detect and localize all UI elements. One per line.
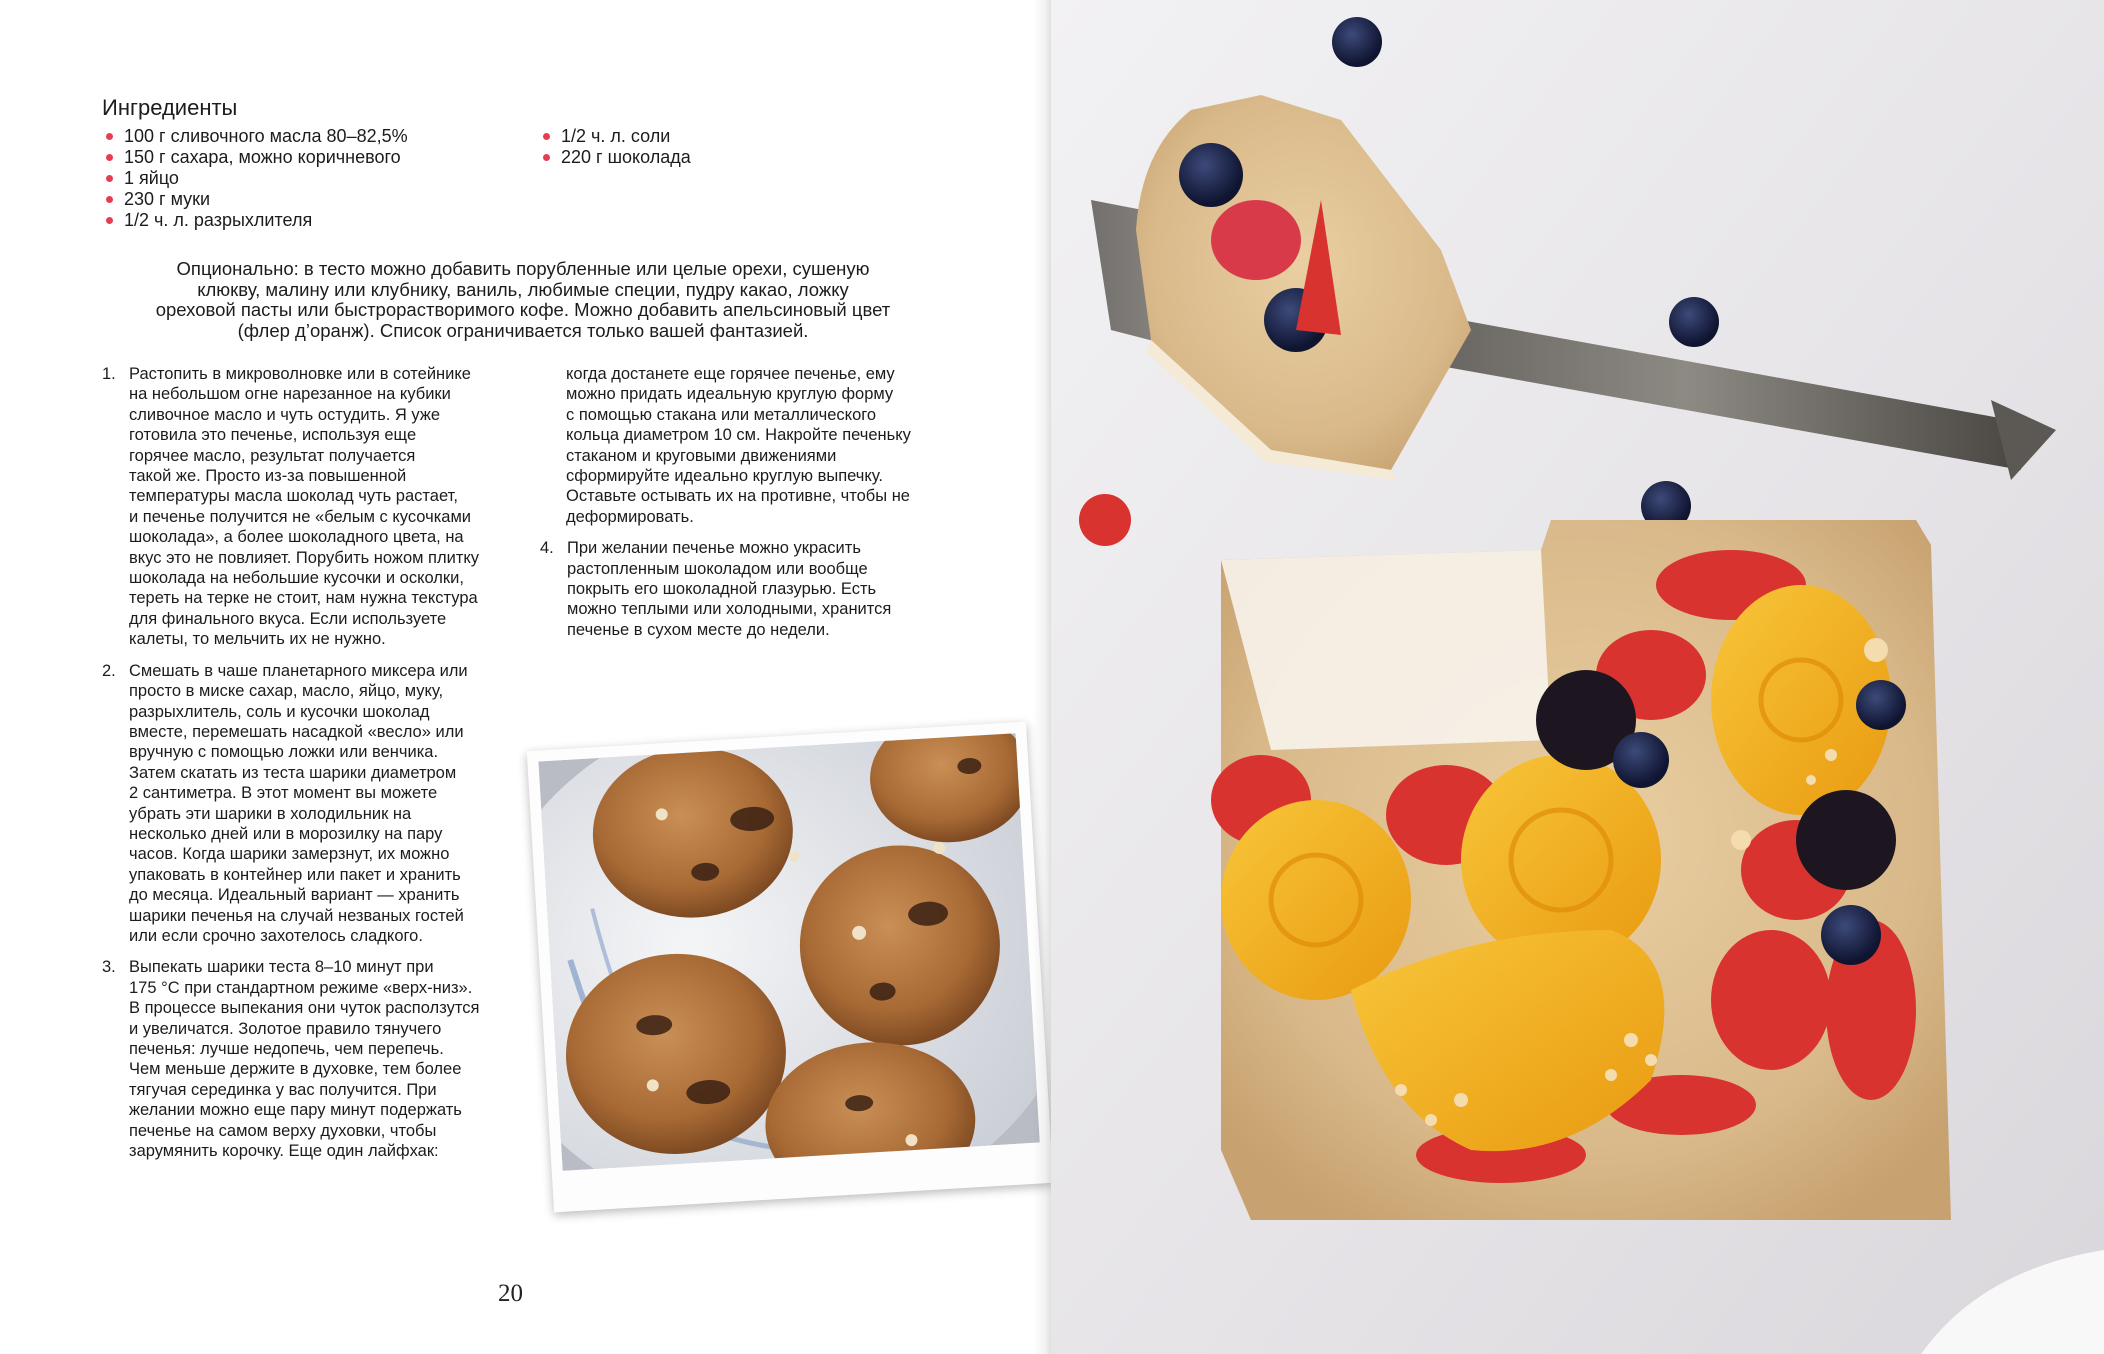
step-line: можно придать идеальную круглую форму [566,385,894,404]
step-line: покрыть его шоколадной глазурью. Есть [567,580,877,599]
step-line: с помощью стакана или металлического [566,405,877,424]
cake-photo [1051,0,2104,1354]
cookie-photo-image [538,733,1039,1171]
note-line: Опционально: в тесто можно добавить порубленные или целые орехи, сушеную [176,258,870,279]
step-line: 175 °C при стандартном режиме «верх-низ». [129,978,473,997]
step-line: часов. Когда шарики замерзнут, их можно [129,845,450,864]
left-page [0,0,1050,1354]
step-line: шарики печенья на случай незваных гостей [129,906,464,925]
step-line: горячее масло, результат получается [129,446,416,465]
ingredient-item: 230 г муки [104,189,408,210]
ingredients-heading: Ингредиенты [102,95,238,120]
ingredients-list-left [104,126,408,231]
ingredient-item: 220 г шоколада [541,147,691,168]
step-line: калеты, то мельчить их не нужно. [129,630,386,649]
note-line: ореховой пасты или быстрорастворимого кофе. Можно добавить апельсиновый цвет [155,299,891,320]
step-line: сформируйте идеально круглую выпечку. [566,467,883,486]
step-number: 4. [540,539,554,558]
step-line: такой же. Просто из-за повышенной [129,467,407,486]
note-line: клюкву, малину или клубнику, ваниль, любимые специи, пудру какао, ложку [197,278,849,300]
page-number: 20 [498,1280,523,1307]
step-line: Выпекать шарики теста 8–10 минут при [129,958,434,977]
step-1 [102,364,522,650]
step-line: убрать эти шарики в холодильник на [129,804,412,823]
step-line: температуры масла шоколад чуть растает, [129,487,458,506]
step-line: тереть на терке не стоит, нам нужна текстура [129,589,478,608]
step-line: несколько дней или в морозилку на пару [129,824,443,843]
step-number: 2. [102,661,116,680]
ingredient-item: 150 г сахара, можно коричневого [104,147,408,168]
step-line: печенья: лучше недопечь, чем перепечь. [129,1040,444,1058]
step-line: зарумянить корочку. Еще один лайфхак: [129,1142,439,1161]
step-line: деформировать. [566,507,694,526]
step-3 [102,957,522,1161]
step-line: Чем меньше держите в духовке, тем более [129,1060,462,1079]
ingredient-item: 1 яйцо [104,168,408,189]
step-line: печенье на самом верху духовки, чтобы [129,1121,437,1140]
step-line: печенье в сухом месте до недели. [567,620,830,639]
step-line: вкус это не повлияет. Порубить ножом плитку [129,548,480,567]
step-line: или если срочно захотелось сладкого. [129,926,423,945]
step-line: упаковать в контейнер или пакет и хранить [129,865,461,884]
step-line: желании можно еще пару минут подержать [129,1101,462,1120]
step-line: шоколада», а более шоколадного цвета, на [129,528,464,547]
step-4 [540,538,960,640]
step-line: и увеличатся. Золотое правило тянучего [129,1019,442,1038]
step-line: разрыхлитель, соль и кусочки шоколад [129,702,430,721]
step-3-continued [540,364,960,527]
step-line: шоколада на небольшие кусочки и осколки, [129,569,464,588]
ingredients-list-right [541,126,691,168]
step-line: В процессе выпекания они чуток расползутся [129,999,480,1018]
cake-photo-image [1051,0,2104,1354]
step-line: готовила это печенье, используя еще [129,426,417,445]
step-line: сливочное масло и чуть остудить. Я уже [129,405,441,424]
step-line: и печенье получится не «белым с кусочками [129,507,472,526]
step-number: 1. [102,365,116,383]
big-cake [1211,520,1951,1220]
step-line: для финального вкуса. Если используете [129,609,447,628]
cookie-photo [527,722,1054,1213]
step-line: Затем скатать из теста шарики диаметром [129,763,457,782]
steps-column-right [540,364,960,651]
step-line: тягучая серединка у вас получится. При [129,1080,437,1099]
step-line: Оставьте остывать их на противне, чтобы не [566,487,910,506]
ingredient-item: 1/2 ч. л. соли [541,126,691,147]
step-line: Растопить в микроволновке или в сотейнике [129,365,471,383]
step-number: 3. [102,958,116,977]
step-line: до месяца. Идеальный вариант — хранить [129,886,460,905]
step-line: При желании печенье можно украсить [567,539,861,558]
step-line: стаканом и круговыми движениями [566,446,837,465]
step-line: можно теплыми или холодными, хранится [567,600,892,619]
optional-note [102,259,944,341]
step-line: вместе, перемешать насадкой «весло» или [129,722,464,741]
ingredient-item: 1/2 ч. л. разрыхлителя [104,210,408,231]
step-line: просто в миске сахар, масло, яйцо, муку, [129,682,444,701]
strawberry-scattered [1079,494,1131,546]
step-line: вручную с помощью ложки или венчика. [129,743,439,762]
step-line: 2 сантиметра. В этот момент вы можете [129,784,438,803]
note-line: (флер д’оранж). Список ограничивается только вашей фантазией. [237,319,809,341]
step-line: когда достанете еще горячее печенье, ему [566,365,895,383]
steps-column-left [102,364,522,1172]
step-line: растопленным шоколадом или вообще [567,559,868,578]
step-line: кольца диаметром 10 см. Накройте печеньку [566,426,911,445]
step-line: Смешать в чаше планетарного миксера или [129,661,468,680]
ingredient-item: 100 г сливочного масла 80–82,5% [104,126,408,147]
step-2 [102,661,522,947]
step-line: на небольшом огне нарезанное на кубики [129,385,451,404]
